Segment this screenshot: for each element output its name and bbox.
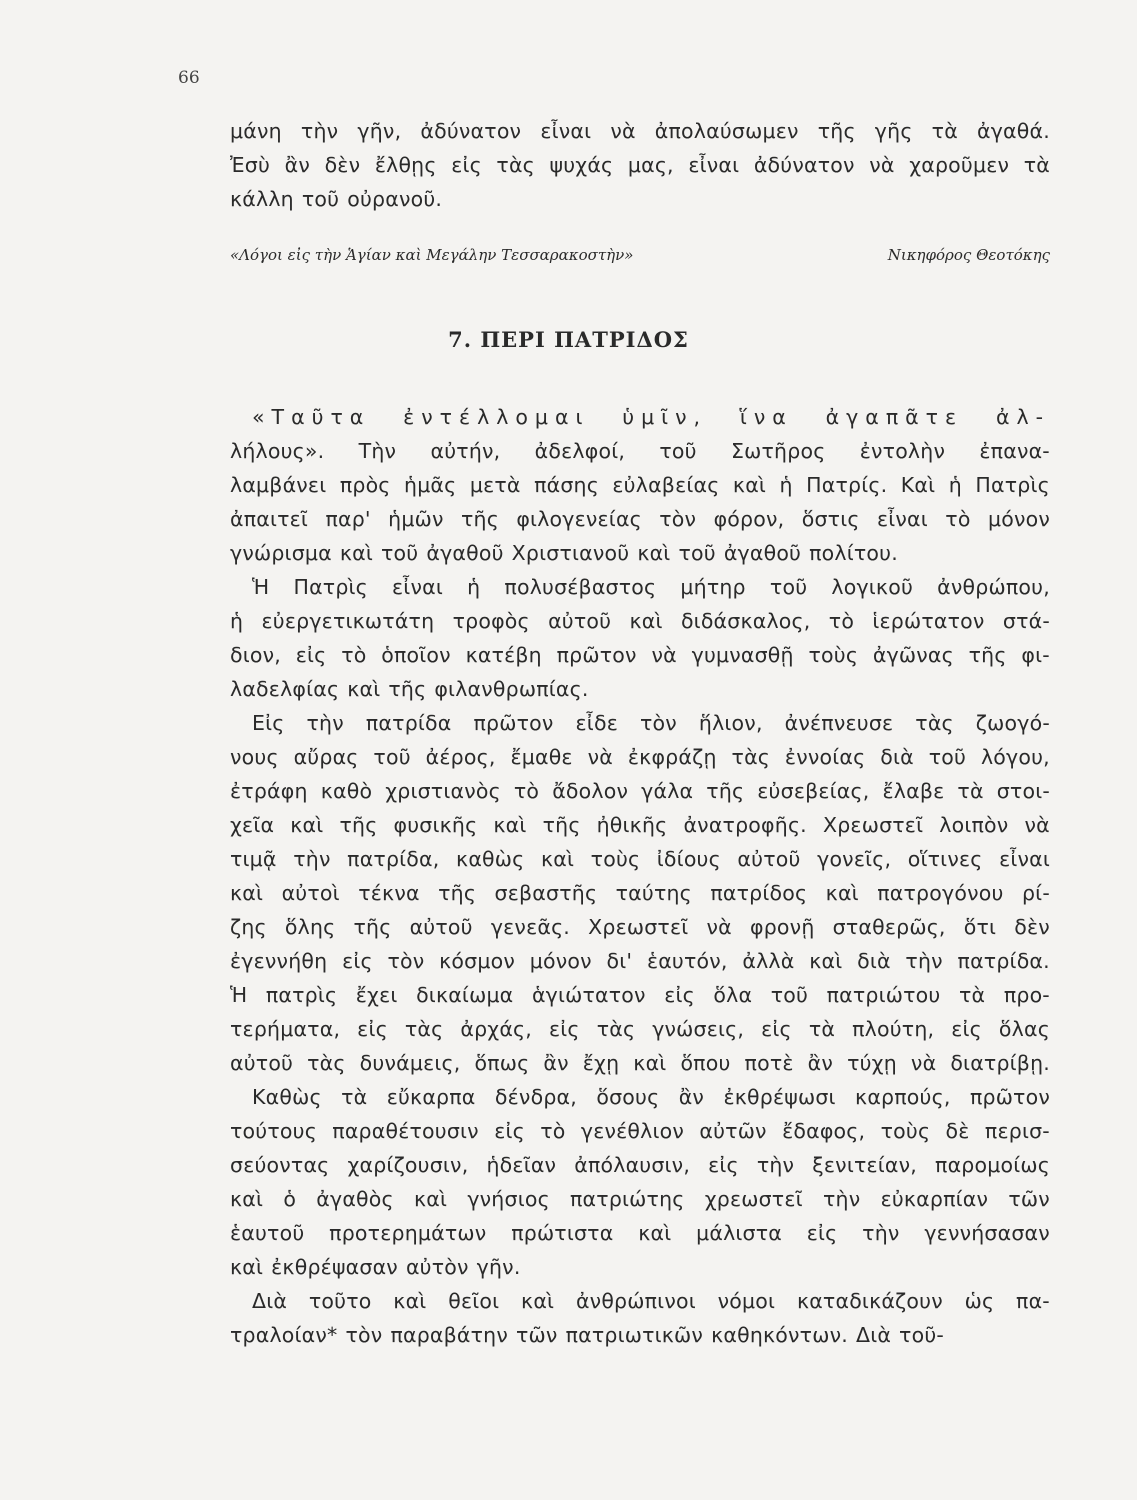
text-line: ἀπαιτεῖ παρ' ἡμῶν τῆς φιλογενείας τὸν φόρον, ὅστις εἶναι τὸ μόνον	[230, 507, 1050, 531]
text-line: κάλλη τοῦ οὐρανοῦ.	[230, 187, 443, 211]
text-line: τιμᾷ τὴν πατρίδα, καθὼς καὶ τοὺς ἰδίους αὐτοῦ γονεῖς, οἵτινες εἶναι	[230, 847, 1050, 871]
text-line: αὐτοῦ τὰς δυνάμεις, ὅπως ἂν ἔχῃ καὶ ὅπου ποτὲ ἂν τύχῃ νὰ διατρίβῃ.	[230, 1051, 1050, 1075]
text-line: διον, εἰς τὸ ὁποῖον κατέβη πρῶτον νὰ γυμνασθῇ τοὺς ἀγῶνας τῆς φι-	[230, 643, 1050, 667]
text-line: νους αὔρας τοῦ ἀέρος, ἔμαθε νὰ ἐκφράζῃ τὰς ἐννοίας διὰ τοῦ λόγου,	[230, 745, 1050, 769]
text-line: Διὰ τοῦτο καὶ θεῖοι καὶ ἀνθρώπινοι νόμοι καταδικάζουν ὡς πα-	[252, 1289, 1050, 1313]
text-line: καὶ ἐκθρέψασαν αὐτὸν γῆν.	[230, 1255, 521, 1279]
text-line: τούτους παραθέτουσιν εἰς τὸ γενέθλιον αὐτῶν ἔδαφος, τοὺς δὲ περισ-	[230, 1119, 1050, 1143]
text-line: ἑαυτοῦ προτερημάτων πρώτιστα καὶ μάλιστα εἰς τὴν γεννήσασαν	[230, 1221, 1050, 1245]
text-line: ἡ εὐεργετικωτάτη τροφὸς αὐτοῦ καὶ διδάσκαλος, τὸ ἱερώτατον στά-	[230, 609, 1050, 633]
source-author: Νικηφόρος Θεοτόκης	[887, 246, 1050, 264]
text-line: λαδελφίας καὶ τῆς φιλανθρωπίας.	[230, 677, 589, 701]
text-line: χεῖα καὶ τῆς φυσικῆς καὶ τῆς ἠθικῆς ἀνατροφῆς. Χρεωστεῖ λοιπὸν νὰ	[230, 813, 1050, 837]
text-line: ζης ὅλης τῆς αὐτοῦ γενεᾶς. Χρεωστεῖ νὰ φρονῇ σταθερῶς, ὅτι δὲν	[230, 915, 1050, 939]
text-line: Ἐσὺ ἂν δὲν ἔλθῃς εἰς τὰς ψυχάς μας, εἶναι ἀδύνατον νὰ χαροῦμεν τὰ	[230, 153, 1050, 177]
text-line: γνώρισμα καὶ τοῦ ἀγαθοῦ Χριστιανοῦ καὶ τοῦ ἀγαθοῦ πολίτου.	[230, 541, 898, 565]
text-line: λαμβάνει πρὸς ἡμᾶς μετὰ πάσης εὐλαβείας καὶ ἡ Πατρίς. Καὶ ἡ Πατρὶς	[230, 473, 1050, 497]
source-citation	[230, 246, 1050, 264]
text-line: Καθὼς τὰ εὔκαρπα δένδρα, ὅσους ἂν ἐκθρέψωσι καρπούς, πρῶτον	[252, 1085, 1050, 1109]
text-block-intro	[230, 116, 1050, 218]
text-line: τραλοίαν* τὸν παραβάτην τῶν πατριωτικῶν καθηκόντων. Διὰ τοῦ-	[230, 1323, 944, 1347]
text-line: καὶ αὐτοὶ τέκνα τῆς σεβαστῆς ταύτης πατρίδος καὶ πατρογόνου ρί-	[230, 881, 1050, 905]
text-line: Ἡ Πατρὶς εἶναι ἡ πολυσέβαστος μήτηρ τοῦ λογικοῦ ἀνθρώπου,	[252, 575, 1050, 599]
text-line: ἐγεννήθη εἰς τὸν κόσμον μόνον δι' ἑαυτόν, ἀλλὰ καὶ διὰ τὴν πατρίδα.	[230, 949, 1050, 973]
text-line: καὶ ὁ ἀγαθὸς καὶ γνήσιος πατριώτης χρεωστεῖ τὴν εὐκαρπίαν τῶν	[230, 1187, 1050, 1211]
text-line: ἐτράφη καθὸ χριστιανὸς τὸ ἄδολον γάλα τῆς εὐσεβείας, ἔλαβε τὰ στοι-	[230, 779, 1050, 803]
text-line: Εἰς τὴν πατρίδα πρῶτον εἶδε τὸν ἥλιον, ἀνέπνευσε τὰς ζωογό-	[252, 711, 1050, 735]
text-line: σεύοντας χαρίζουσιν, ἡδεῖαν ἀπόλαυσιν, εἰς τὴν ξενιτείαν, παρομοίως	[230, 1153, 1050, 1177]
page-number: 66	[178, 68, 200, 88]
text-block-main	[230, 402, 1050, 1354]
text-line: μάνη τὴν γῆν, ἀδύνατον εἶναι νὰ ἀπολαύσωμεν τῆς γῆς τὰ ἀγαθά.	[230, 119, 1050, 143]
section-heading: 7. ΠΕΡΙ ΠΑΤΡΙΔΟΣ	[448, 327, 689, 352]
text-line: Ἡ πατρὶς ἔχει δικαίωμα ἁγιώτατον εἰς ὅλα τοῦ πατριώτου τὰ προ-	[230, 983, 1050, 1007]
text-line: λήλους». Τὴν αὐτήν, ἀδελφοί, τοῦ Σωτῆρος ἐντολὴν ἐπανα-	[230, 439, 1050, 463]
text-line: τερήματα, εἰς τὰς ἀρχάς, εἰς τὰς γνώσεις, εἰς τὰ πλούτη, εἰς ὅλας	[230, 1017, 1050, 1041]
source-work: «Λόγοι εἰς τὴν Ἁγίαν καὶ Μεγάλην Τεσσαρακοστὴν»	[230, 246, 634, 264]
text-line: «Ταῦτα ἐντέλλομαι ὑμῖν, ἵνα ἀγαπᾶτε ἀλ-	[252, 405, 1050, 429]
